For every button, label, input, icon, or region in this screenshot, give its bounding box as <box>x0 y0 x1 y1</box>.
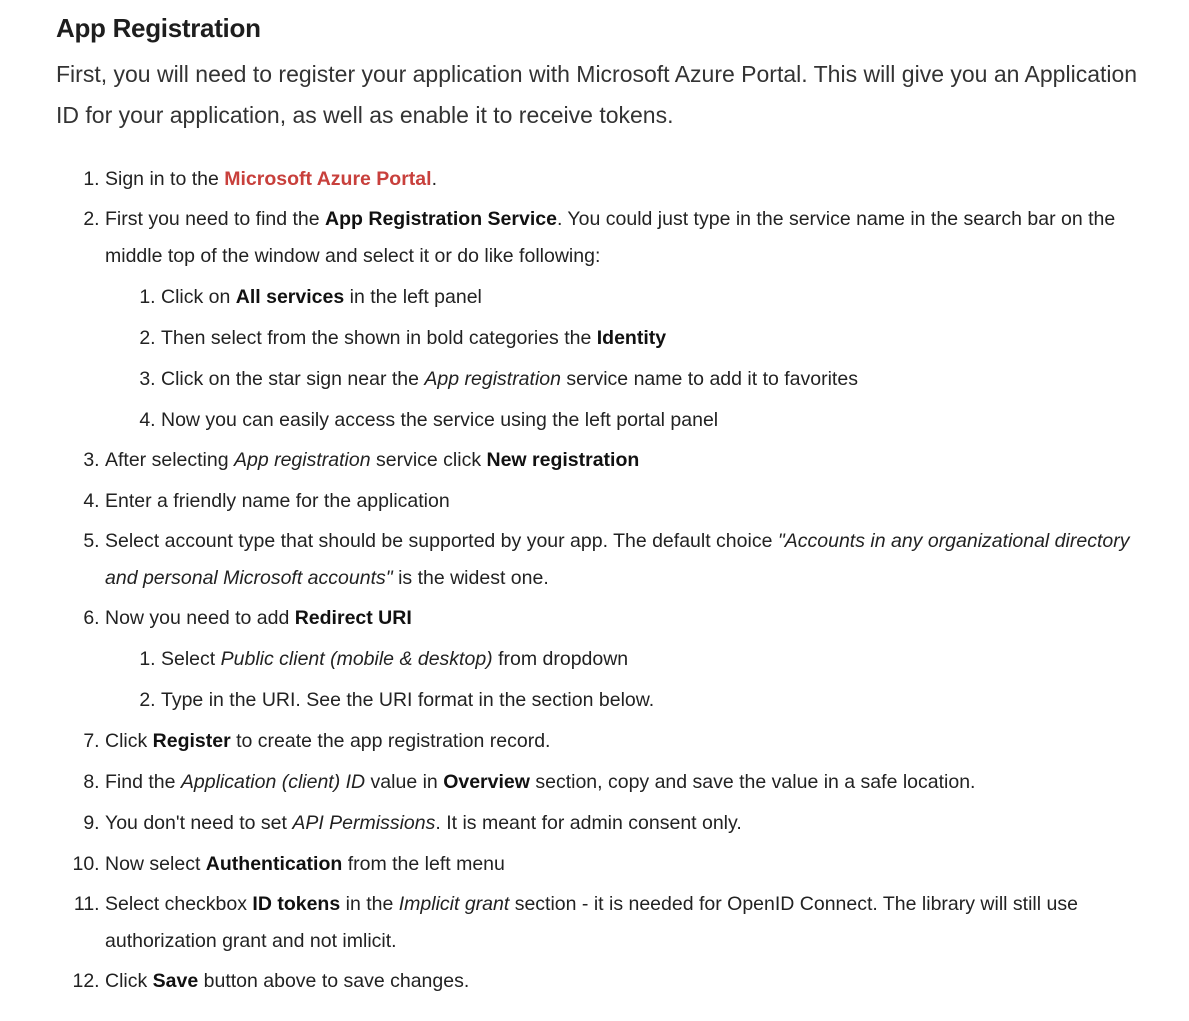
step-6: 6. Now you need to add Redirect URI 1. Select Public client (mobile & desktop) from dropdown 2. Type in the URI. See the URI format in the section below. <box>105 605 1156 713</box>
step-2-1: 1. Click on All services in the left panel <box>161 284 1156 310</box>
step-2-3: 3. Click on the star sign near the App registration service name to add it to favorites <box>161 366 1156 392</box>
step-7: 7. Click Register to create the app registration record. <box>105 728 1156 754</box>
section-heading: App Registration <box>56 13 261 43</box>
step-2: 2. First you need to find the App Registration Service. You could just type in the service name in the search bar on the middle top of the window and select it or do like following: 1. Click on All services in the left panel 2. Then select from the shown in bold categories the Identity 3. Click on the star sign near the App registration service name to add it to favorites 4. Now you can easily access the service using the left portal panel <box>105 201 1156 433</box>
step-1: 1. Sign in to the Microsoft Azure Portal. <box>105 166 1156 192</box>
app-registration-service-term: App Registration Service <box>325 208 557 230</box>
step-9: 9. You don't need to set API Permissions. It is meant for admin consent only. <box>105 810 1156 836</box>
step-6-2: 2. Type in the URI. See the URI format in the section below. <box>161 687 1156 713</box>
step-3: 3. After selecting App registration service click New registration <box>105 447 1156 473</box>
step-5: 5. Select account type that should be supported by your app. The default choice "Accounts in any organizational directory and personal Microsoft accounts" is the widest one. <box>105 523 1156 597</box>
step-4: 4. Enter a friendly name for the application <box>105 488 1156 514</box>
step-6-substeps <box>105 646 1156 713</box>
intro-paragraph: First, you will need to register your application with Microsoft Azure Portal. This will give you an Application ID for your application, as well as enable it to receive tokens. <box>56 61 1138 128</box>
step-11: 11. Select checkbox ID tokens in the Implicit grant section - it is needed for OpenID Connect. The library will still use authorization grant and not imlicit. <box>105 886 1156 960</box>
step-2-substeps <box>105 284 1156 433</box>
steps-list <box>56 166 1156 994</box>
step-8: 8. Find the Application (client) ID value in Overview section, copy and save the value in a safe location. <box>105 769 1156 795</box>
step-6-1: 1. Select Public client (mobile & desktop) from dropdown <box>161 646 1156 672</box>
step-12: 12. Click Save button above to save changes. <box>105 968 1156 994</box>
step-10: 10. Now select Authentication from the left menu <box>105 851 1156 877</box>
azure-portal-link[interactable]: Microsoft Azure Portal <box>224 168 432 190</box>
step-2-4: 4. Now you can easily access the service using the left portal panel <box>161 407 1156 433</box>
step-2-2: 2. Then select from the shown in bold categories the Identity <box>161 325 1156 351</box>
